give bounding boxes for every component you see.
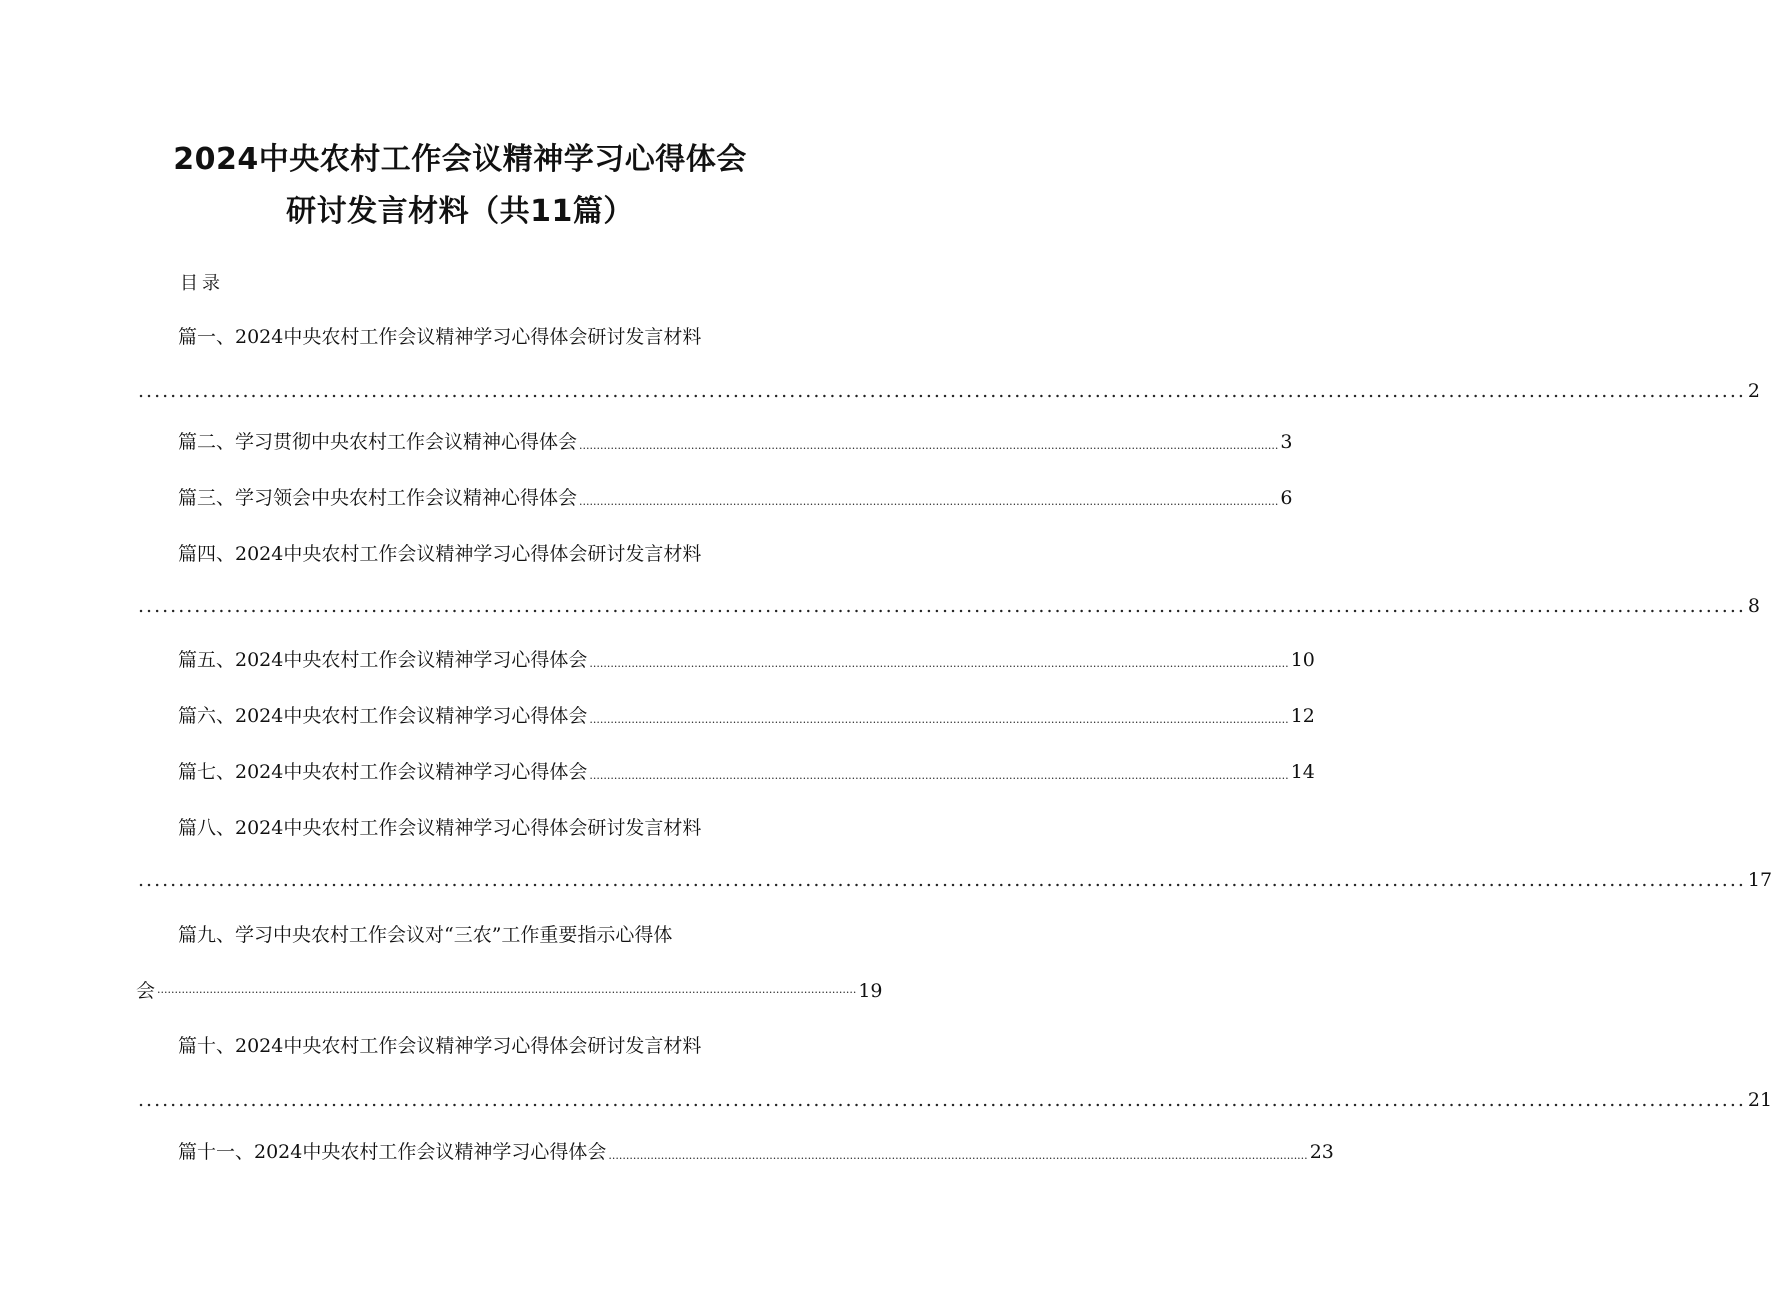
dot-leader: ........................................................................................................................................................................................................ [608, 1149, 1308, 1162]
toc-entry-title: 篇五、2024中央农村工作会议精神学习心得体会 [178, 649, 588, 671]
dot-leader: ........................................................................................................................................................................................................ [579, 495, 1279, 508]
toc-page-number: 23 [1309, 1141, 1334, 1163]
toc-heading: 目录 [180, 273, 224, 294]
toc-entry-7[interactable] [136, 757, 1315, 787]
dot-leader: ........................................................................................................................................................................................................ [138, 869, 1746, 891]
toc-entry-title-continued: 会 [136, 980, 156, 1002]
toc-entry-title: 篇七、2024中央农村工作会议精神学习心得体会 [178, 761, 588, 783]
toc-entry-title: 篇九、学习中央农村工作会议对“三农”工作重要指示心得体 [178, 924, 673, 946]
toc-entry-title: 篇十、2024中央农村工作会议精神学习心得体会研讨发言材料 [178, 1035, 702, 1057]
dot-leader: ........................................................................................................................................................................................................ [138, 595, 1746, 617]
toc-page-number: 21 [1747, 1089, 1772, 1111]
toc-entry-4[interactable] [136, 539, 1761, 621]
dot-leader: ........................................................................................................................................................................................................ [589, 713, 1289, 726]
toc-entry-10[interactable] [136, 1031, 1772, 1115]
toc-page-number: 12 [1290, 705, 1315, 727]
toc-page-number: 2 [1747, 380, 1761, 402]
toc-page-number: 8 [1747, 595, 1761, 617]
toc-entry-11[interactable] [136, 1137, 1334, 1167]
toc-page-number: 14 [1290, 761, 1315, 783]
toc-entry-title: 篇八、2024中央农村工作会议精神学习心得体会研讨发言材料 [178, 817, 702, 839]
toc-entry-2[interactable] [136, 427, 1293, 457]
toc-entry-9[interactable] [136, 920, 883, 1006]
dot-leader: ........................................................................................................................................................................................................ [157, 983, 857, 996]
dot-leader: ........................................................................................................................................................................................................ [138, 380, 1746, 402]
document-title-line-1: 2024中央农村工作会议精神学习心得体会 [173, 142, 747, 177]
dot-leader: ........................................................................................................................................................................................................ [138, 1089, 1746, 1111]
toc-entry-8[interactable] [136, 813, 1772, 895]
toc-page-number: 10 [1290, 649, 1315, 671]
toc-entry-5[interactable] [136, 645, 1315, 675]
dot-leader: ........................................................................................................................................................................................................ [589, 769, 1289, 782]
toc-page-number: 3 [1280, 431, 1293, 453]
toc-entry-title: 篇六、2024中央农村工作会议精神学习心得体会 [178, 705, 588, 727]
toc-entry-title: 篇一、2024中央农村工作会议精神学习心得体会研讨发言材料 [178, 326, 702, 348]
dot-leader: ........................................................................................................................................................................................................ [589, 657, 1289, 670]
toc-page-number: 19 [858, 980, 883, 1002]
toc-page-number: 17 [1747, 869, 1772, 891]
toc-entry-3[interactable] [136, 483, 1293, 513]
toc-entry-title: 篇四、2024中央农村工作会议精神学习心得体会研讨发言材料 [178, 543, 702, 565]
toc-entry-1[interactable] [136, 322, 1761, 406]
toc-entry-title: 篇二、学习贯彻中央农村工作会议精神心得体会 [178, 431, 578, 453]
toc-entry-title: 篇十一、2024中央农村工作会议精神学习心得体会 [178, 1141, 607, 1163]
toc-page-number: 6 [1280, 487, 1293, 509]
document-title-line-2: 研讨发言材料（共11篇） [286, 194, 634, 229]
dot-leader: ........................................................................................................................................................................................................ [579, 439, 1279, 452]
toc-entry-title: 篇三、学习领会中央农村工作会议精神心得体会 [178, 487, 578, 509]
toc-entry-6[interactable] [136, 701, 1315, 731]
